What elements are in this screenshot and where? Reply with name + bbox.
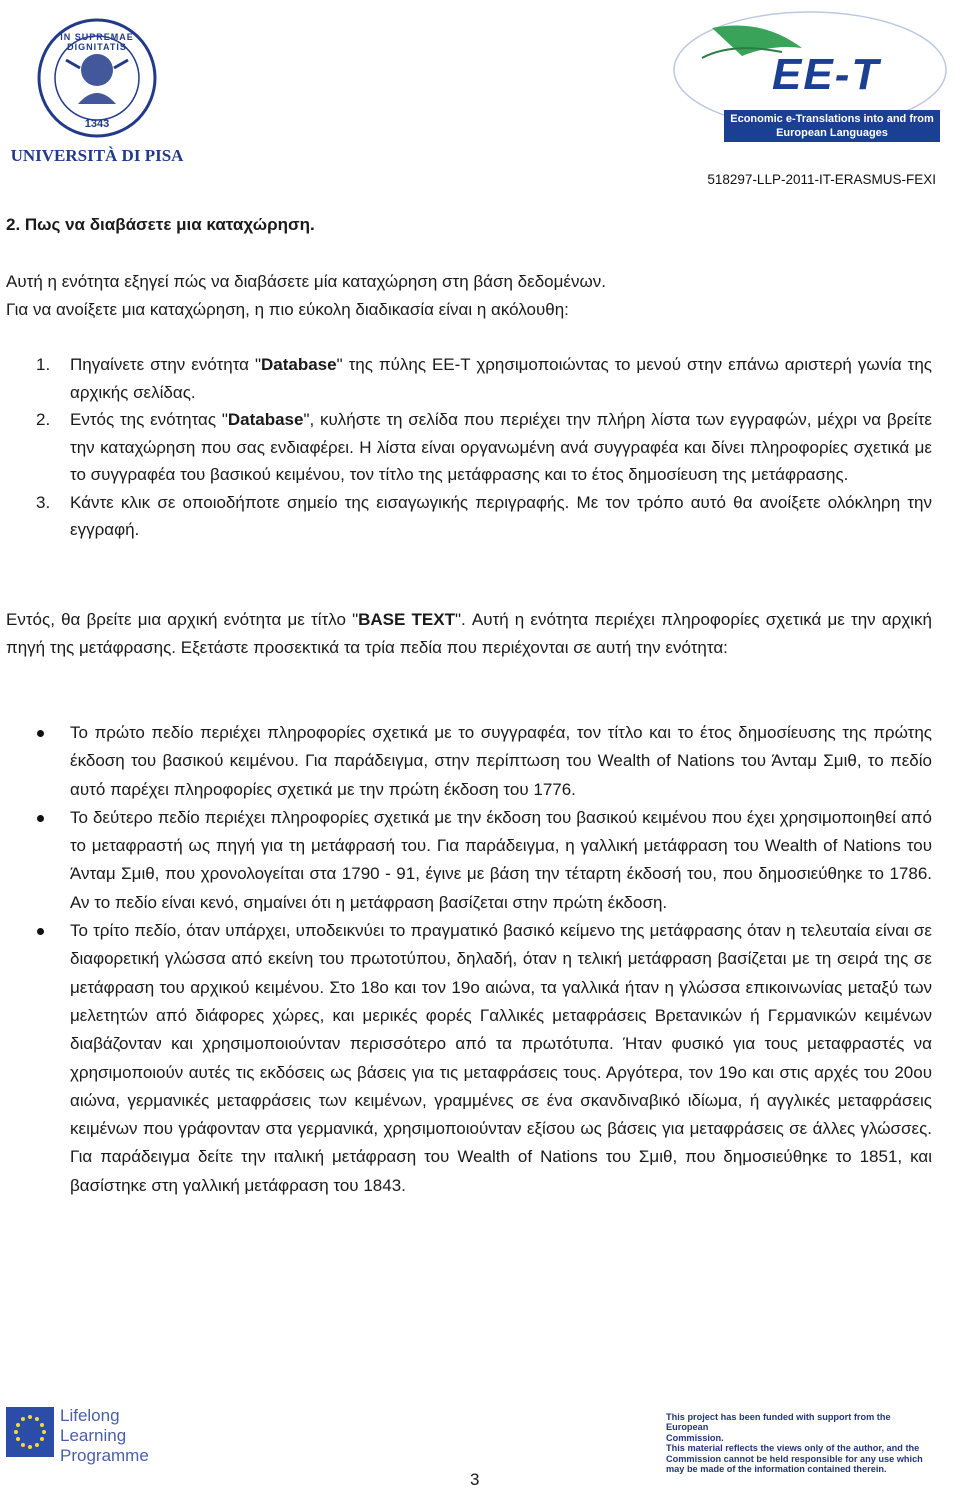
- step-text: Πηγαίνετε στην ενότητα ": [70, 355, 261, 374]
- eu-stars-icon: [6, 1407, 54, 1457]
- step-text: Κάντε κλικ σε οποιοδήποτε σημείο της εισαγωγικής περιγραφής. Με τον τρόπο αυτό θα ανοίξετε ολόκληρη την εγγραφή.: [70, 492, 932, 539]
- eet-tagline-line-1: Economic e-Translations into and from: [730, 113, 934, 125]
- database-term: Database: [227, 410, 304, 429]
- step-text-rest: ", κυλήστε τη σελίδα που περιέχει την πλήρη λίστα των εγγραφών, μέχρι να βρείτε την καταχώρηση που σας ενδιαφέρει. Η λίστα είναι οργανωμένη ανά συγγραφέα και δίνει πληροφορίες σχετικά με το συγγραφέα του βασικού κειμένου, τον τίτλο της μετάφρασης και το έτος δημοσίευση της μετάφρασης.: [70, 410, 933, 484]
- intro-paragraph: [6, 268, 932, 323]
- bullet-text: Το πρώτο πεδίο περιέχει πληροφορίες σχετικά με το συγγραφέα, τον τίτλο και το έτος δημοσίευσης της πρώτης έκδοση του βασικού κειμένου. Για παράδειγμα, στην περίπτωση του Wealth of Nations του Άνταμ Σμιθ, το πεδίο αυτό παρέχει πληροφορίες σχετικά με την πρώτη έκδοση του 1776.: [70, 723, 932, 799]
- disclaimer-line: This project has been funded with support from the European: [666, 1412, 891, 1433]
- step-item: [6, 489, 932, 544]
- bullet-item: [6, 719, 932, 804]
- project-code: 518297-LLP-2011-IT-ERASMUS-FEXI: [707, 172, 936, 187]
- university-of-pisa-logo: [8, 12, 186, 172]
- bullet-icon: [37, 815, 44, 822]
- eet-tagline: [724, 110, 940, 142]
- pisa-year: 1343: [84, 118, 110, 130]
- intro-line-1: Αυτή η ενότητα εξηγεί πώς να διαβάσετε μία καταχώρηση στη βάση δεδομένων.: [6, 272, 606, 291]
- llp-line-2: Learning: [60, 1426, 127, 1445]
- disclaimer-line: This material reflects the views only of the author, and the: [666, 1443, 920, 1454]
- lifelong-learning-programme-logo: [60, 1406, 149, 1466]
- llp-line-1: Lifelong: [60, 1406, 120, 1425]
- section-heading: 2. Πως να διαβάσετε μια καταχώρηση.: [6, 215, 315, 234]
- base-text-lead: Εντός, θα βρείτε μια αρχική ενότητα με τίτλο ": [6, 610, 359, 629]
- step-text-rest: " της πύλης EE-T χρησιμοποιώντας το μενού στην επάνω αριστερή γωνία της αρχικής σελίδας.: [70, 355, 932, 402]
- step-item: [6, 406, 932, 489]
- step-text: Εντός της ενότητας ": [70, 410, 228, 429]
- eet-logo: [672, 8, 948, 148]
- steps-list: [6, 351, 932, 544]
- bullet-icon: [37, 730, 44, 737]
- page-number: 3: [470, 1470, 480, 1489]
- intro-line-2: Για να ανοίξετε μια καταχώρηση, η πιο εύκολη διαδικασία είναι η ακόλουθη:: [6, 299, 569, 319]
- step-item: [6, 351, 932, 406]
- fields-bullet-list: [6, 719, 932, 1200]
- eet-tagline-line-2: European Languages: [776, 127, 888, 139]
- base-text-paragraph: [6, 606, 932, 661]
- bullet-item: [6, 917, 932, 1200]
- step-number: 2.: [36, 410, 51, 429]
- bullet-icon: [37, 928, 44, 935]
- disclaimer-line: Commission.: [666, 1432, 724, 1443]
- eet-brand: EE-T: [772, 50, 881, 99]
- step-number: 3.: [36, 492, 51, 512]
- step-number: 1.: [36, 355, 51, 374]
- bullet-item: [6, 804, 932, 917]
- base-text-term: BASE TEXT: [358, 610, 455, 629]
- bullet-text: Το δεύτερο πεδίο περιέχει πληροφορίες σχετικά με την έκδοση του βασικού κειμένου που έχει χρησιμοποιηθεί από το μεταφραστή ως πηγή για τη μετάφρασή του. Για παράδειγμα, η γαλλική μετάφραση του Wealth of Nations του Άνταμ Σμιθ, που χρονολογείται στα 1790 - 91, έγινε με βάση την τέταρτη έκδοσή του, που δημοσιεύθηκε το 1786. Αν το πεδίο είναι κενό, σημαίνει ότι η μετάφραση βασίζεται στην πρώτη έκδοση.: [70, 807, 932, 912]
- bullet-text: Το τρίτο πεδίο, όταν υπάρχει, υποδεικνύει το πραγματικό βασικό κείμενο της μετάφρασης όταν η τελευταία είναι σε διαφορετική γλώσσα από εκείνη του πρωτοτύπου, δηλαδή, όταν η τελική μετάφραση βασίζεται με τη σειρά της σε μετάφραση του αρχικού κειμένου. Στο 18ο και τον 19ο αιώνα, τα γαλλικά ήταν η γλώσσα επικοινωνίας μεταξύ των μελετητών από διάφορες χώρες, και μερικές φορές Γαλλικές μεταφράσεις Βρετανικών ή Γερμανικών κειμένων διαβάζονταν και χρησιμοποιούνταν περισσότερο από τα πρωτότυπα. Ήταν φυσικό για τους μεταφραστές να χρησιμοποιούν αυτές τις εκδόσεις ως βάσεις για τις μεταφράσεις τους. Αργότερα, τον 19ο και στις αρχές του 20ου αιώνα, γερμανικές μεταφράσεις των κειμένων, γραμμένες σε ένα σκανδιναβικό ιδίωμα, ή αγγλικές μεταφράσεις κειμένων που γράφονταν στα γερμανικά, χρησιμοποιούνταν εξίσου ως βάσεις για μεταφράσεις σε άλλες γλώσσες. Για παράδειγμα δείτε την ιταλική μετάφραση του Wealth of Nations του Σμιθ, που δημοσιεύθηκε το 1851, και βασίστηκε στη γαλλική μετάφραση του 1843.: [70, 921, 932, 1195]
- base-text-rest: ". Αυτή η ενότητα περιέχει πληροφορίες σχετικά με την αρχική πηγή της μετάφρασης. Εξετάστε προσεκτικά τα τρία πεδία που περιέχονται σε αυτή την ενότητα:: [6, 610, 932, 657]
- eu-disclaimer: [666, 1412, 926, 1474]
- disclaimer-line: may be made of the information contained therein.: [666, 1464, 887, 1475]
- pisa-motto: IN SUPREMAE DIGNITATIS: [60, 32, 134, 52]
- database-term: Database: [260, 355, 337, 374]
- pisa-name: UNIVERSITÀ DI PISA: [10, 146, 184, 165]
- llp-line-3: Programme: [60, 1446, 149, 1465]
- eu-flag-icon: [6, 1407, 54, 1457]
- disclaimer-line: Commission cannot be held responsible for any use which: [666, 1453, 923, 1464]
